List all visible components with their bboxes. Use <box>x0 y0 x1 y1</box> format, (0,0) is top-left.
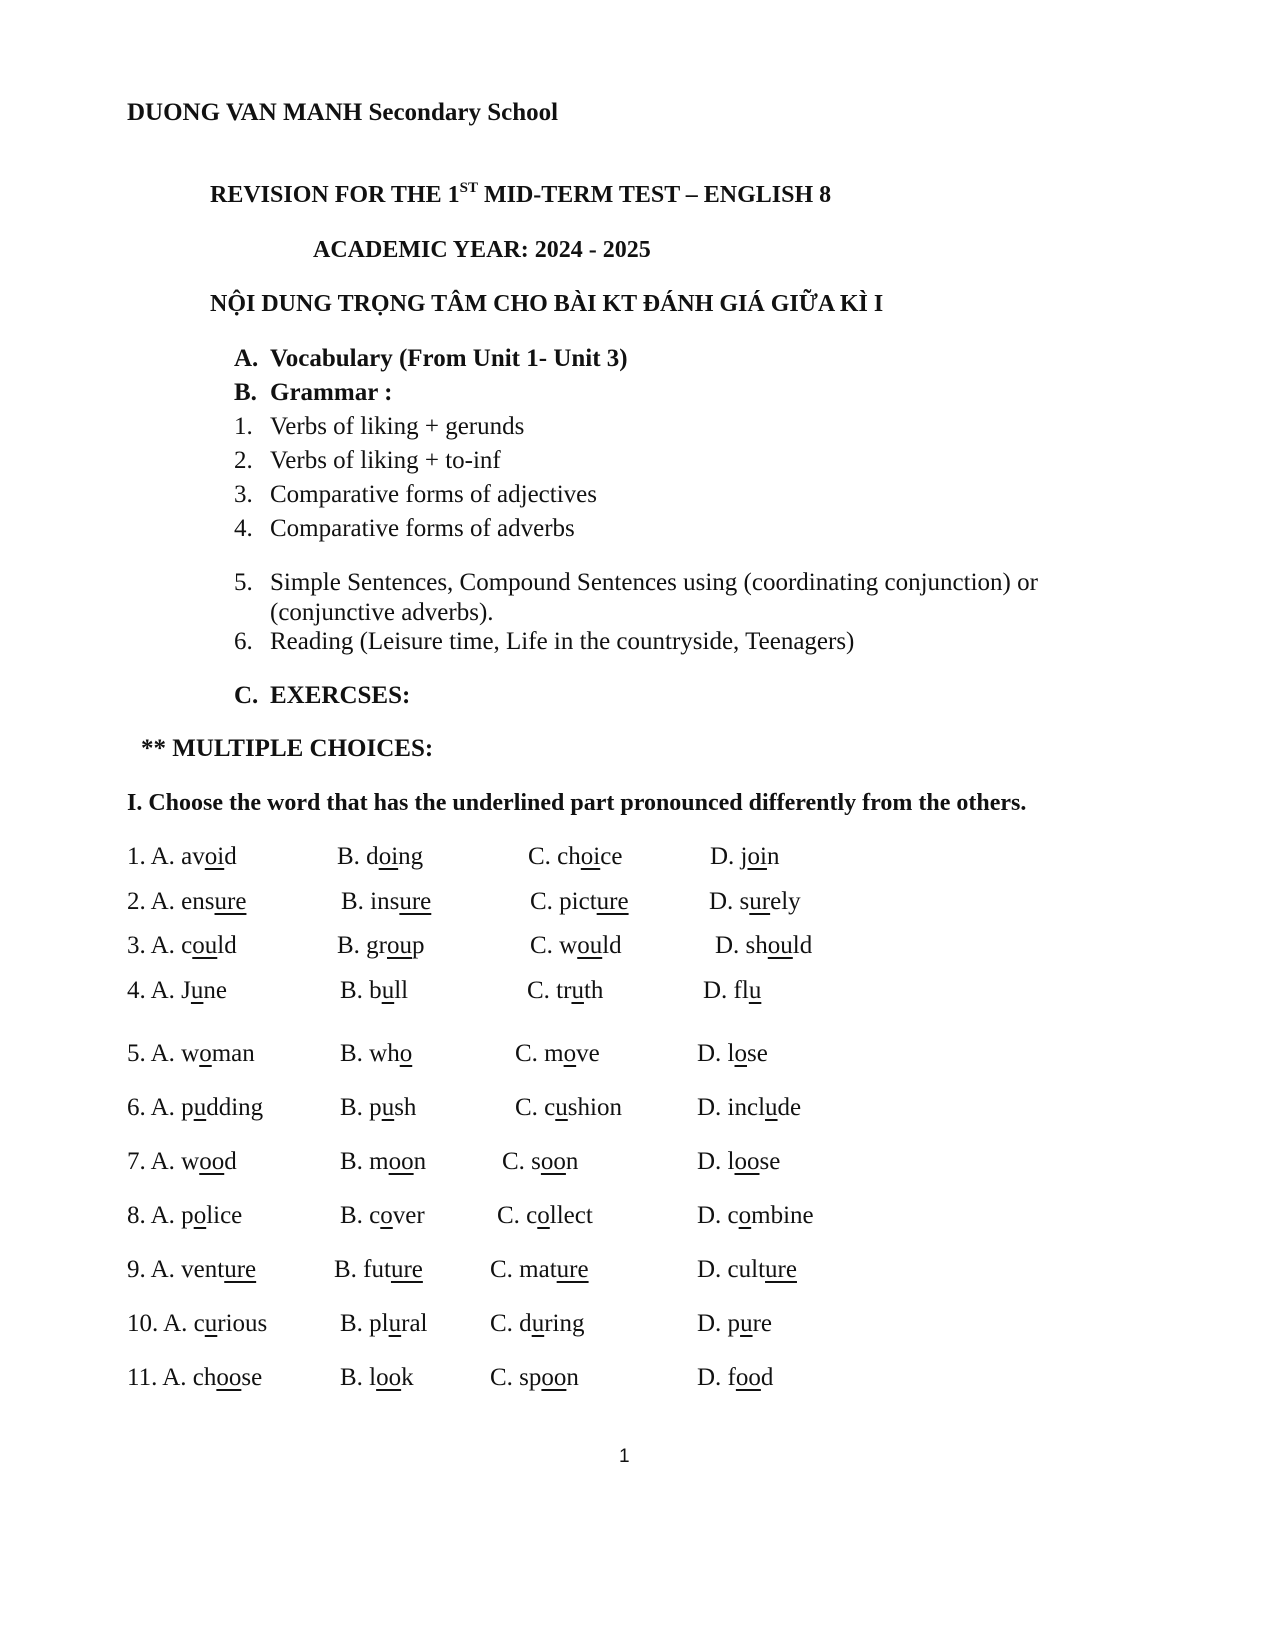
option-text: sh <box>394 1094 417 1121</box>
underlined-part: o <box>399 1040 413 1067</box>
option-text: C. w <box>530 932 578 959</box>
answer-option <box>127 1310 267 1338</box>
answer-option <box>127 1040 255 1068</box>
answer-option <box>515 1040 600 1068</box>
grammar-item-text: Verbs of liking + to-inf <box>270 447 501 474</box>
underlined-part: oi <box>378 843 399 870</box>
underlined-part: oo <box>541 1364 567 1391</box>
option-text: B. gr <box>337 932 387 959</box>
underlined-part: u <box>190 977 204 1004</box>
option-text: C. tr <box>527 977 572 1004</box>
answer-option <box>490 1310 584 1338</box>
underlined-part: ure <box>399 888 432 915</box>
underlined-part: ure <box>556 1256 589 1283</box>
option-text: C. d <box>490 1310 532 1337</box>
underlined-part: oo <box>376 1364 402 1391</box>
option-text: A. vent <box>150 1256 225 1283</box>
option-text: ng <box>398 843 424 870</box>
answer-option <box>340 1094 416 1122</box>
question-number: 4. <box>127 977 151 1004</box>
grammar-item-continuation: (conjunctive adverbs). <box>270 599 494 626</box>
answer-option <box>715 932 812 960</box>
answer-option <box>127 1364 262 1392</box>
option-text: C. mat <box>490 1256 557 1283</box>
answer-option <box>697 1310 772 1338</box>
option-text: C. pict <box>530 888 597 915</box>
answer-option <box>697 1202 814 1230</box>
underlined-part: oo <box>388 1148 414 1175</box>
option-text: n <box>413 1148 427 1175</box>
option-text: ld <box>602 932 622 959</box>
answer-option <box>709 888 801 916</box>
grammar-item-text: Comparative forms of adjectives <box>270 481 597 508</box>
answer-option <box>697 1364 773 1392</box>
option-text: B. ins <box>341 888 400 915</box>
grammar-item <box>234 628 854 656</box>
question-number: 8. <box>127 1202 151 1229</box>
option-text: D. c <box>697 1202 739 1229</box>
answer-option <box>337 932 425 960</box>
grammar-item <box>234 447 501 475</box>
option-text: p <box>412 932 425 959</box>
grammar-item-text: Verbs of liking + gerunds <box>270 413 525 440</box>
grammar-item-number: 5. <box>234 569 253 596</box>
option-text: ver <box>392 1202 425 1229</box>
grammar-item <box>234 515 575 543</box>
underlined-part: oo <box>734 1148 760 1175</box>
grammar-item <box>234 481 597 509</box>
answer-option <box>340 1310 428 1338</box>
underlined-part: o <box>380 1202 393 1229</box>
underlined-part: oo <box>216 1364 242 1391</box>
underlined-part: o <box>563 1040 577 1067</box>
option-text: C. ch <box>528 843 581 870</box>
answer-option <box>515 1094 622 1122</box>
question-number: 11. <box>127 1364 163 1391</box>
underlined-part: o <box>734 1040 747 1067</box>
option-text: C. c <box>497 1202 538 1229</box>
underlined-part: o <box>199 1040 212 1067</box>
answer-option <box>337 843 423 871</box>
underlined-part: u <box>748 977 762 1004</box>
title-superscript: ST <box>459 180 478 196</box>
title-suffix: MID-TERM TEST – ENGLISH 8 <box>477 182 832 208</box>
document-title <box>210 182 831 209</box>
section-a-label: A. <box>234 345 259 372</box>
option-text: D. sh <box>715 932 768 959</box>
option-text: A. p <box>150 1202 194 1229</box>
question-number: 5. <box>127 1040 151 1067</box>
option-text: lice <box>206 1202 243 1229</box>
underlined-part: ur <box>749 888 771 915</box>
grammar-item <box>234 569 1038 597</box>
answer-option <box>127 977 227 1005</box>
answer-option <box>527 977 603 1005</box>
option-text: C. s <box>502 1148 541 1175</box>
underlined-part: ure <box>596 888 629 915</box>
underlined-part: ou <box>387 932 412 959</box>
section-a-vocabulary <box>234 345 628 373</box>
grammar-item-text: Simple Sentences, Compound Sentences using (coordinating conjunction) or <box>270 569 1038 596</box>
answer-option <box>697 1094 801 1122</box>
section-b-label: B. <box>234 379 257 406</box>
option-text: d <box>760 1364 774 1391</box>
answer-option <box>697 1256 797 1284</box>
underlined-part: ou <box>577 932 603 959</box>
answer-option <box>334 1256 423 1284</box>
option-text: A. c <box>163 1310 205 1337</box>
option-text: A. c <box>150 932 193 959</box>
option-text: B. d <box>337 843 379 870</box>
option-text: ld <box>217 932 237 959</box>
underlined-part: ure <box>224 1256 257 1283</box>
page-number: 1 <box>619 1446 630 1467</box>
option-text: ne <box>203 977 228 1004</box>
underlined-part: u <box>765 1094 778 1121</box>
underlined-part: oo <box>735 1364 761 1391</box>
option-text: D. j <box>710 843 748 870</box>
answer-option <box>710 843 779 871</box>
underlined-part: u <box>388 1310 402 1337</box>
option-text: B. b <box>340 977 382 1004</box>
option-text: A. p <box>150 1094 194 1121</box>
option-text: B. fut <box>334 1256 391 1283</box>
option-text: A. av <box>150 843 205 870</box>
option-text: D. p <box>697 1310 741 1337</box>
option-text: B. l <box>340 1364 377 1391</box>
grammar-item-text: Reading (Leisure time, Life in the countryside, Teenagers) <box>270 628 855 655</box>
answer-option <box>697 1040 768 1068</box>
option-text: n <box>766 843 780 870</box>
underlined-part: u <box>381 1094 395 1121</box>
question-number: 6. <box>127 1094 151 1121</box>
underlined-part: ure <box>390 1256 423 1283</box>
underlined-part: oo <box>540 1148 566 1175</box>
option-text: C. sp <box>490 1364 542 1391</box>
exercise-instruction: I. Choose the word that has the underlined part pronounced differently from the others. <box>127 790 1027 816</box>
answer-option <box>127 843 237 871</box>
option-text: D. f <box>697 1364 736 1391</box>
question-number: 3. <box>127 932 151 959</box>
underlined-part: oi <box>204 843 225 870</box>
answer-option <box>127 932 237 960</box>
grammar-item-number: 2. <box>234 447 253 474</box>
option-text: se <box>759 1148 781 1175</box>
option-text: ll <box>394 977 409 1004</box>
section-a-text: Vocabulary (From Unit 1- Unit 3) <box>270 345 628 372</box>
option-text: B. pl <box>340 1310 389 1337</box>
underlined-part: u <box>555 1094 568 1121</box>
underlined-part: ou <box>192 932 218 959</box>
option-text: ral <box>401 1310 428 1337</box>
answer-option <box>127 1094 263 1122</box>
answer-option <box>530 932 622 960</box>
option-text: shion <box>567 1094 622 1121</box>
question-number: 2. <box>127 888 151 915</box>
option-text: re <box>752 1310 772 1337</box>
answer-option <box>340 977 408 1005</box>
answer-option <box>497 1202 593 1230</box>
option-text: D. fl <box>703 977 749 1004</box>
underlined-part: o <box>193 1202 207 1229</box>
grammar-item <box>234 413 524 441</box>
option-text: D. cult <box>697 1256 766 1283</box>
option-text: dding <box>206 1094 264 1121</box>
option-text: n <box>565 1148 579 1175</box>
answer-option <box>127 1148 237 1176</box>
option-text: se <box>241 1364 263 1391</box>
option-text: A. w <box>150 1148 200 1175</box>
underlined-part: o <box>537 1202 550 1229</box>
answer-option <box>490 1256 589 1284</box>
option-text: n <box>566 1364 579 1391</box>
option-text: B. m <box>340 1148 389 1175</box>
answer-option <box>697 1148 780 1176</box>
section-c-label: C. <box>234 682 259 709</box>
option-text: ld <box>792 932 813 959</box>
option-text: C. c <box>515 1094 556 1121</box>
underlined-part: u <box>531 1310 545 1337</box>
answer-option <box>703 977 761 1005</box>
question-number: 10. <box>127 1310 164 1337</box>
underlined-part: oi <box>747 843 767 870</box>
answer-option <box>127 888 246 916</box>
section-b-text: Grammar : <box>270 379 393 406</box>
option-text: se <box>747 1040 768 1067</box>
option-text: A. ens <box>150 888 215 915</box>
answer-option <box>341 888 431 916</box>
underlined-part: u <box>740 1310 753 1337</box>
underlined-part: oo <box>199 1148 225 1175</box>
underlined-part: ure <box>765 1256 797 1283</box>
answer-option <box>340 1148 426 1176</box>
option-text: D. incl <box>697 1094 766 1121</box>
answer-option <box>127 1256 256 1284</box>
answer-option <box>530 888 629 916</box>
underlined-part: oi <box>580 843 601 870</box>
underlined-part: u <box>381 977 395 1004</box>
section-c-text: EXERCSES: <box>270 682 411 709</box>
multiple-choices-heading: ** MULTIPLE CHOICES: <box>141 735 434 762</box>
section-b-grammar <box>234 379 392 407</box>
grammar-item-number: 4. <box>234 515 253 542</box>
option-text: D. l <box>697 1040 735 1067</box>
underlined-part: u <box>204 1310 218 1337</box>
option-text: A. ch <box>162 1364 217 1391</box>
underlined-part: u <box>571 977 584 1004</box>
option-text: A. J <box>150 977 191 1004</box>
option-text: D. l <box>697 1148 735 1175</box>
option-text: man <box>211 1040 255 1067</box>
answer-option <box>340 1202 425 1230</box>
vietnamese-heading: NỘI DUNG TRỌNG TÂM CHO BÀI KT ĐÁNH GIÁ GIỮA KÌ I <box>210 291 884 317</box>
option-text: mbine <box>751 1202 814 1229</box>
underlined-part: ou <box>767 932 793 959</box>
option-text: ely <box>770 888 801 915</box>
option-text: de <box>777 1094 802 1121</box>
option-text: A. w <box>150 1040 200 1067</box>
grammar-item-text: Comparative forms of adverbs <box>270 515 575 542</box>
option-text: rious <box>217 1310 268 1337</box>
option-text: B. p <box>340 1094 382 1121</box>
grammar-item-number: 1. <box>234 413 253 440</box>
option-text: d <box>224 843 237 870</box>
underlined-part: ure <box>214 888 247 915</box>
answer-option <box>340 1364 414 1392</box>
option-text: d <box>224 1148 237 1175</box>
grammar-item-number: 3. <box>234 481 253 508</box>
answer-option <box>340 1040 412 1068</box>
underlined-part: u <box>193 1094 207 1121</box>
option-text: D. s <box>709 888 750 915</box>
option-text: k <box>401 1364 414 1391</box>
school-name: DUONG VAN MANH Secondary School <box>127 99 559 126</box>
grammar-item-number: 6. <box>234 628 253 655</box>
option-text: ce <box>600 843 623 870</box>
option-text: C. m <box>515 1040 564 1067</box>
question-number: 7. <box>127 1148 151 1175</box>
option-text: th <box>583 977 604 1004</box>
question-number: 9. <box>127 1256 151 1283</box>
answer-option <box>127 1202 242 1230</box>
question-number: 1. <box>127 843 151 870</box>
option-text: ring <box>544 1310 585 1337</box>
section-c-exercises <box>234 682 410 710</box>
option-text: B. wh <box>340 1040 400 1067</box>
option-text: B. c <box>340 1202 381 1229</box>
underlined-part: o <box>738 1202 752 1229</box>
option-text: llect <box>549 1202 593 1229</box>
answer-option <box>502 1148 578 1176</box>
option-text: ve <box>576 1040 600 1067</box>
answer-option <box>528 843 622 871</box>
answer-option <box>490 1364 579 1392</box>
academic-year: ACADEMIC YEAR: 2024 - 2025 <box>313 237 651 263</box>
title-prefix: REVISION FOR THE 1 <box>210 182 460 208</box>
